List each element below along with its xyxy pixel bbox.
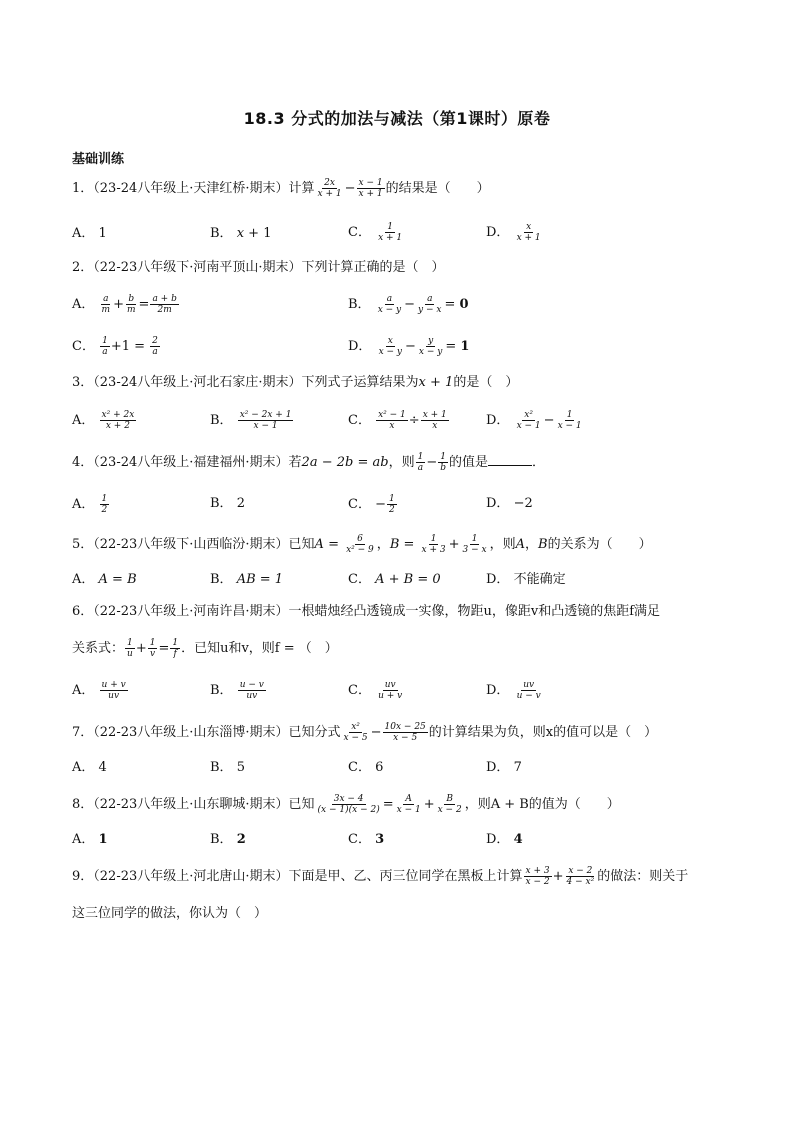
section-heading: 基础训练 [72, 152, 125, 167]
q8-option-a: A． 1 [72, 832, 108, 847]
q1-option-d: D． $\frac{x}{x + 1}$ [486, 222, 541, 243]
q1-option-a: A． 1 [72, 226, 107, 241]
answer-blank [488, 453, 532, 466]
question-9-line-2: 这三位同学的做法，你认为（ ） [72, 906, 268, 921]
q1-option-c: C． $\frac{1}{x + 1}$ [348, 222, 403, 243]
q6-option-d: D． $\frac{uv}{u - v}$ [486, 680, 541, 701]
q7-option-c: C． 6 [348, 760, 384, 775]
q6-option-c: C． $\frac{uv}{u + v}$ [348, 680, 403, 701]
question-7: 7．（22-23八年级上·山东淄博·期末）已知分式 $\frac{\text{x²}}{x - 5}$ − $\frac{10x - 25}{x - 5}$ 的计算结果为负，则x的值可以是（ ） [72, 722, 658, 743]
q3-option-b: B． $\frac{\text{x² − 2x + 1}}{x - 1}$ [210, 410, 292, 431]
q3-option-a: A． $\frac{\text{x² + 2x}}{x + 2}$ [72, 410, 135, 431]
question-2: 2．（22-23八年级下·河南平顶山·期末）下列计算正确的是（ ） [72, 260, 445, 275]
q4-option-c: C． − $\frac{1}{2}$ [348, 494, 395, 515]
q7-option-a: A． 4 [72, 760, 107, 775]
q8-option-d: D． 4 [486, 832, 523, 847]
question-9: 9．（22-23八年级上·河北唐山·期末）下面是甲、乙、丙三位同学在黑板上计算 $\frac{x + 3}{x - 2}$ + $\frac{x - 2}{\text{4 − x²}}$ 的做法：则关于 [72, 866, 689, 887]
q6-option-b: B． $\frac{u - v}{uv}$ [210, 680, 264, 701]
question-6: 6．（22-23八年级上·河南许昌·期末）一根蜡烛经凸透镜成一实像，物距u，像距v和凸透镜的焦距f满足 [72, 604, 661, 619]
q5-option-b: B． AB = 1 [210, 572, 284, 587]
question-1: 1．（23-24八年级上·天津红桥·期末）计算 $\frac{2x}{x + 1}$ − $\frac{x - 1}{x + 1}$ 的结果是（ ） [72, 178, 490, 199]
q8-option-b: B． 2 [210, 832, 246, 847]
q3-option-c: C． $\frac{\text{x² − 1}}{x}$ ÷ $\frac{x + 1}{x}$ [348, 410, 447, 431]
q4-option-b: B． 2 [210, 496, 245, 511]
q8-option-c: C． 3 [348, 832, 385, 847]
q2-option-c: C． $\frac{1}{a}$ +1 = $\frac{2}{a}$ [72, 336, 158, 357]
question-8: 8．（22-23八年级上·山东聊城·期末）已知 $\frac{3x - 4}{(x - 1)(x - 2)}$ = $\frac{A}{x - 1}$ + $\frac{B}{x - 2}$ ，则A + B的值为（ ） [72, 794, 620, 815]
q1-option-b: B． x + 1 [210, 226, 272, 241]
q2-option-b: B． $\frac{a}{x - y}$ − $\frac{a}{y - x}$ = 0 [348, 294, 469, 315]
q5-option-d: D． 不能确定 [486, 572, 566, 587]
q5-option-c: C． A + B = 0 [348, 572, 441, 587]
q7-option-b: B． 5 [210, 760, 245, 775]
q5-option-a: A． A = B [72, 572, 137, 587]
question-5: 5．（22-23八年级下·山西临汾·期末）已知A = $\frac{6}{\text{x² − 9}}$ ，B = $\frac{1}{x + 3}$ + $\frac{1}{3 - x}$ ，则A，B的关系为（ ） [72, 534, 652, 555]
q7-option-d: D． 7 [486, 760, 522, 775]
question-6-line-2: 关系式： $\frac{1}{u}$ + $\frac{1}{v}$ = $\frac{1}{f}$ ．已知u和v，则f = （ ） [72, 638, 338, 659]
q2-option-a: A． $\frac{a}{m}$ + $\frac{b}{m}$ = $\frac{a + b}{2m}$ [72, 294, 177, 315]
q4-option-d: D． −2 [486, 496, 533, 511]
q4-option-a: A． $\frac{1}{2}$ [72, 494, 108, 515]
q6-option-a: A． $\frac{u + v}{uv}$ [72, 680, 126, 701]
q2-option-d: D． $\frac{x}{x - y}$ − $\frac{y}{x - y}$ = 1 [348, 336, 470, 357]
question-3: 3．（23-24八年级上·河北石家庄·期末）下列式子运算结果为x + 1的是（ ） [72, 375, 519, 390]
page-title: 18.3 分式的加法与减法（第1课时）原卷 [243, 109, 551, 128]
question-4: 4．（23-24八年级上·福建福州·期末）若2a − 2b = ab，则 $\frac{1}{a}$ − $\frac{1}{b}$ 的值是 ． [72, 452, 546, 473]
q3-option-d: D． $\frac{\text{x²}}{x - 1}$ − $\frac{1}{x - 1}$ [486, 410, 582, 431]
